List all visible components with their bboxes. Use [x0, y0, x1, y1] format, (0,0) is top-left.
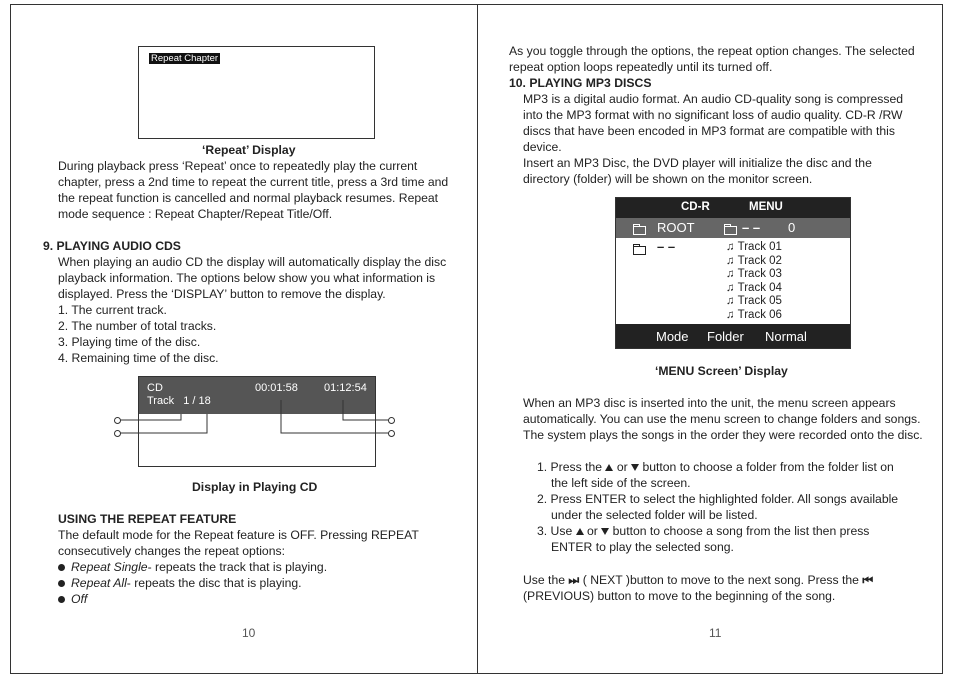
- paragraph-line: consecutively changes the repeat options:: [58, 544, 285, 558]
- callout-marker-2: [114, 430, 121, 437]
- menu-header: [616, 198, 850, 218]
- menu-title: MENU: [749, 201, 783, 213]
- paragraph-line: playback information. The options below show you what information is: [58, 271, 436, 285]
- section-9-paragraph: [58, 254, 446, 366]
- folder-icon: [724, 222, 737, 237]
- paragraph-line: automatically. You can use the menu screen to change folders and songs.: [523, 412, 921, 426]
- repeat-option-single: Repeat Single- repeats the track that is playing.: [58, 559, 419, 575]
- steps-list: [537, 459, 898, 555]
- folder-icon: [633, 243, 646, 257]
- page-11: [477, 4, 943, 674]
- page-number: 10: [242, 626, 256, 640]
- paragraph-line: the repeat function is cancelled and normal playback resumes. Repeat: [58, 191, 439, 205]
- step-3-cont: ENTER to play the selected song.: [551, 540, 734, 554]
- paragraph-line: The system plays the songs in the order they were recorded onto the disc.: [523, 428, 923, 442]
- down-arrow-icon: [631, 464, 639, 471]
- folder-option[interactable]: Folder: [707, 329, 744, 344]
- previous-track-icon: ⏮: [862, 573, 874, 587]
- repeat-chapter-label: Repeat Chapter: [151, 53, 219, 64]
- step-1-cont: the left side of the screen.: [551, 476, 691, 490]
- section-10-heading: 10. PLAYING MP3 DISCS: [509, 76, 652, 90]
- track-item[interactable]: ♫ Track 06: [726, 308, 782, 321]
- list-item: 1. The current track.: [58, 303, 167, 317]
- paragraph-line: into the MP3 format with no significant loss of audio quality. CD-R /RW: [523, 108, 903, 122]
- intro-paragraph: [509, 43, 915, 75]
- paragraph-line: As you toggle through the options, the repeat option changes. The selected: [509, 44, 915, 58]
- repeat-feature-heading: USING THE REPEAT FEATURE: [58, 512, 237, 526]
- paragraph-line: The default mode for the Repeat feature is OFF. Pressing REPEAT: [58, 528, 419, 542]
- paragraph-line: When playing an audio CD the display will automatically display the disc: [58, 255, 447, 269]
- step-2-cont: under the selected folder will be listed.: [551, 508, 758, 522]
- remaining-time: 01:12:54: [324, 382, 367, 394]
- paragraph-line: Insert an MP3 Disc, the DVD player will initialize the disc and the: [523, 156, 872, 170]
- page-number: 11: [709, 626, 722, 640]
- repeat-option-all: Repeat All- repeats the disc that is playing.: [58, 575, 419, 591]
- paragraph-line: (PREVIOUS) button to move to the beginning of the song.: [523, 589, 836, 603]
- menu-paragraph: [523, 395, 923, 443]
- cd-callout-lines: [111, 385, 401, 445]
- normal-option[interactable]: Normal: [765, 329, 807, 344]
- step-1: 1. Press the or button to choose a folder from the folder list on: [537, 460, 894, 474]
- mp3-menu-screen: [615, 197, 851, 349]
- mode-option[interactable]: Mode: [656, 329, 689, 344]
- repeat-display-screen: [138, 46, 375, 139]
- paragraph-line: directory (folder) will be shown on the monitor screen.: [523, 172, 813, 186]
- step-2: 2. Press ENTER to select the highlighted folder. All songs available: [537, 492, 899, 506]
- track-item[interactable]: ♫ Track 04: [726, 281, 782, 294]
- menu-footer: [616, 324, 850, 348]
- root-folder-label: ROOT: [657, 220, 695, 235]
- bullet-icon: [58, 580, 65, 587]
- section-10-paragraph: [523, 91, 903, 187]
- track-item[interactable]: ♫ Track 02: [726, 254, 782, 267]
- paragraph-line: chapter, press a 2nd time to repeat the current title, press a 3rd time and: [58, 175, 449, 189]
- down-arrow-icon: [601, 528, 609, 535]
- repeat-feature-paragraph: [58, 527, 419, 607]
- folder-icon: [633, 222, 646, 237]
- step-3: 3. Use or button to choose a song from the list then press: [537, 524, 870, 538]
- bullet-icon: [58, 596, 65, 603]
- paragraph-line: device.: [523, 140, 562, 154]
- track-item[interactable]: ♫ Track 03: [726, 268, 782, 280]
- up-arrow-icon: [605, 464, 613, 471]
- cd-display-caption: Display in Playing CD: [192, 480, 318, 494]
- up-arrow-icon: [576, 528, 584, 535]
- callout-marker-1: [114, 417, 121, 424]
- paragraph-line: MP3 is a digital audio format. An audio CD-quality song is compressed: [523, 92, 904, 106]
- repeat-option-off: Off: [58, 591, 419, 607]
- track-item[interactable]: ♫ Track 01: [726, 241, 782, 253]
- elapsed-time: 00:01:58: [255, 382, 298, 394]
- track-counter: Track 1 / 18: [147, 395, 211, 407]
- menu-screen-caption: ‘MENU Screen’ Display: [655, 364, 788, 378]
- paragraph-line: Use the ⏭ ( NEXT )button to move to the next song. Press the ⏮: [523, 573, 874, 587]
- cd-label: CD: [147, 382, 163, 394]
- paragraph-line: mode sequence : Repeat Chapter/Repeat Title/Off.: [58, 207, 333, 221]
- list-item: 2. The number of total tracks.: [58, 319, 217, 333]
- callout-marker-3: [388, 430, 395, 437]
- folder-dashes: – –: [742, 220, 761, 235]
- folder-count: 0: [788, 220, 796, 235]
- list-item: 3. Playing time of the disc.: [58, 335, 201, 349]
- callout-marker-4: [388, 417, 395, 424]
- repeat-paragraph: [58, 158, 448, 222]
- page-10: [10, 4, 478, 674]
- paragraph-line: displayed. Press the ‘DISPLAY’ button to remove the display.: [58, 287, 386, 301]
- next-prev-paragraph: [523, 572, 873, 604]
- next-track-icon: ⏭: [568, 573, 580, 587]
- paragraph-line: During playback press ‘Repeat’ once to repeatedly play the current: [58, 159, 418, 173]
- subfolder-dashes: – –: [657, 239, 676, 254]
- repeat-display-caption: ‘Repeat’ Display: [202, 143, 296, 157]
- section-9-heading: 9. PLAYING AUDIO CDS: [43, 239, 181, 253]
- track-item[interactable]: ♫ Track 05: [726, 295, 782, 307]
- list-item: 4. Remaining time of the disc.: [58, 351, 219, 365]
- paragraph-line: When an MP3 disc is inserted into the unit, the menu screen appears: [523, 396, 896, 410]
- root-folder-row[interactable]: [616, 218, 850, 238]
- paragraph-line: repeat option loops repeatedly until its turned off.: [509, 60, 773, 74]
- bullet-icon: [58, 564, 65, 571]
- disc-type-label: CD-R: [681, 201, 710, 213]
- paragraph-line: discs that have been encoded in MP3 format are compatible with this: [523, 124, 895, 138]
